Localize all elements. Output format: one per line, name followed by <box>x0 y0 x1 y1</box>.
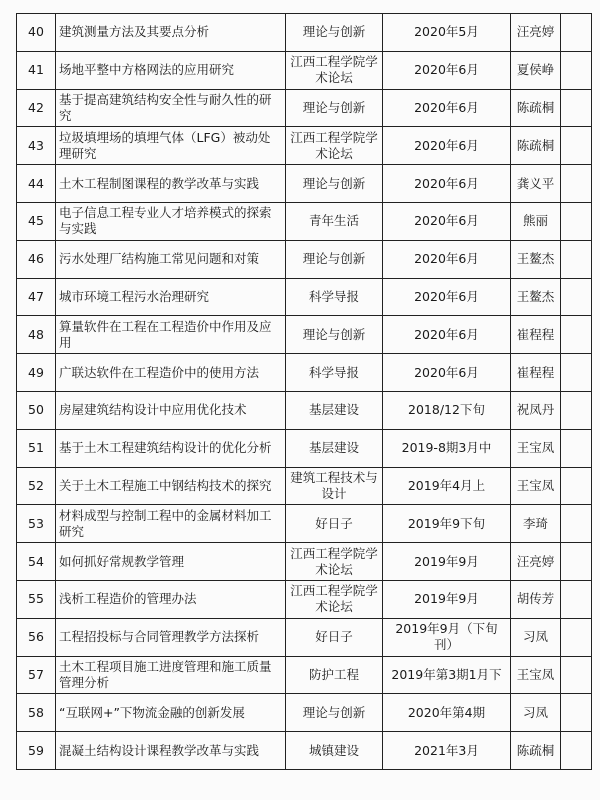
journal-name: 江西工程学院学术论坛 <box>286 580 383 618</box>
journal-name: 理论与创新 <box>286 316 383 354</box>
paper-title: 建筑测量方法及其要点分析 <box>56 14 286 52</box>
table-row <box>17 656 592 694</box>
author-name: 王宝凤 <box>511 429 561 467</box>
journal-name: 江西工程学院学术论坛 <box>286 543 383 581</box>
publication-table-body <box>17 14 592 770</box>
empty-cell <box>561 505 592 543</box>
paper-title: 材料成型与控制工程中的金属材料加工研究 <box>56 505 286 543</box>
journal-name: 理论与创新 <box>286 165 383 203</box>
row-number: 48 <box>17 316 56 354</box>
journal-name: 理论与创新 <box>286 694 383 732</box>
empty-cell <box>561 618 592 656</box>
publish-date: 2019年9月 <box>383 580 511 618</box>
table-row <box>17 429 592 467</box>
author-name: 陈疏桐 <box>511 732 561 770</box>
row-number: 43 <box>17 127 56 165</box>
table-row <box>17 354 592 392</box>
row-number: 54 <box>17 543 56 581</box>
journal-name: 江西工程学院学术论坛 <box>286 127 383 165</box>
empty-cell <box>561 202 592 240</box>
paper-title: 广联达软件在工程造价中的使用方法 <box>56 354 286 392</box>
paper-title: 土木工程项目施工进度管理和施工质量管理分析 <box>56 656 286 694</box>
author-name: 陈疏桐 <box>511 127 561 165</box>
publish-date: 2020年第4期 <box>383 694 511 732</box>
publish-date: 2020年6月 <box>383 278 511 316</box>
publish-date: 2020年6月 <box>383 89 511 127</box>
table-row <box>17 202 592 240</box>
table-row <box>17 127 592 165</box>
table-row <box>17 618 592 656</box>
author-name: 习凤 <box>511 694 561 732</box>
table-row <box>17 694 592 732</box>
publish-date: 2020年5月 <box>383 14 511 52</box>
table-row <box>17 732 592 770</box>
row-number: 50 <box>17 391 56 429</box>
empty-cell <box>561 543 592 581</box>
table-row <box>17 543 592 581</box>
empty-cell <box>561 354 592 392</box>
table-row <box>17 165 592 203</box>
publish-date: 2020年6月 <box>383 316 511 354</box>
journal-name: 青年生活 <box>286 202 383 240</box>
author-name: 崔程程 <box>511 354 561 392</box>
paper-title: 房屋建筑结构设计中应用优化技术 <box>56 391 286 429</box>
journal-name: 好日子 <box>286 505 383 543</box>
row-number: 41 <box>17 51 56 89</box>
author-name: 王宝凤 <box>511 467 561 505</box>
paper-title: 浅析工程造价的管理办法 <box>56 580 286 618</box>
table-row <box>17 467 592 505</box>
author-name: 崔程程 <box>511 316 561 354</box>
row-number: 57 <box>17 656 56 694</box>
paper-title: 关于土木工程施工中钢结构技术的探究 <box>56 467 286 505</box>
row-number: 58 <box>17 694 56 732</box>
publish-date: 2020年6月 <box>383 51 511 89</box>
paper-title: 垃圾填埋场的填埋气体（LFG）被动处理研究 <box>56 127 286 165</box>
row-number: 59 <box>17 732 56 770</box>
author-name: 王宝凤 <box>511 656 561 694</box>
row-number: 47 <box>17 278 56 316</box>
table-row <box>17 505 592 543</box>
table-row <box>17 278 592 316</box>
paper-title: 基于土木工程建筑结构设计的优化分析 <box>56 429 286 467</box>
author-name: 熊丽 <box>511 202 561 240</box>
journal-name: 建筑工程技术与设计 <box>286 467 383 505</box>
table-row <box>17 51 592 89</box>
empty-cell <box>561 391 592 429</box>
author-name: 王鳌杰 <box>511 278 561 316</box>
author-name: 习凤 <box>511 618 561 656</box>
empty-cell <box>561 240 592 278</box>
publish-date: 2019-8期3月中 <box>383 429 511 467</box>
paper-title: 污水处理厂结构施工常见问题和对策 <box>56 240 286 278</box>
empty-cell <box>561 51 592 89</box>
journal-name: 理论与创新 <box>286 14 383 52</box>
row-number: 49 <box>17 354 56 392</box>
row-number: 52 <box>17 467 56 505</box>
publish-date: 2020年6月 <box>383 354 511 392</box>
table-row <box>17 391 592 429</box>
journal-name: 理论与创新 <box>286 240 383 278</box>
author-name: 祝凤丹 <box>511 391 561 429</box>
paper-title: “互联网+”下物流金融的创新发展 <box>56 694 286 732</box>
empty-cell <box>561 14 592 52</box>
table-row <box>17 14 592 52</box>
empty-cell <box>561 127 592 165</box>
empty-cell <box>561 89 592 127</box>
publish-date: 2019年4月上 <box>383 467 511 505</box>
publication-table <box>16 13 592 770</box>
publish-date: 2020年6月 <box>383 240 511 278</box>
author-name: 王鳌杰 <box>511 240 561 278</box>
author-name: 汪亮婷 <box>511 14 561 52</box>
table-row <box>17 580 592 618</box>
author-name: 汪亮婷 <box>511 543 561 581</box>
journal-name: 江西工程学院学术论坛 <box>286 51 383 89</box>
empty-cell <box>561 165 592 203</box>
table-row <box>17 240 592 278</box>
publish-date: 2019年9下旬 <box>383 505 511 543</box>
journal-name: 防护工程 <box>286 656 383 694</box>
row-number: 53 <box>17 505 56 543</box>
journal-name: 科学导报 <box>286 354 383 392</box>
table-row <box>17 89 592 127</box>
empty-cell <box>561 429 592 467</box>
author-name: 陈疏桐 <box>511 89 561 127</box>
journal-name: 基层建设 <box>286 429 383 467</box>
empty-cell <box>561 656 592 694</box>
paper-title: 土木工程制图课程的教学改革与实践 <box>56 165 286 203</box>
row-number: 55 <box>17 580 56 618</box>
row-number: 51 <box>17 429 56 467</box>
publish-date: 2020年6月 <box>383 202 511 240</box>
empty-cell <box>561 278 592 316</box>
author-name: 夏侯峥 <box>511 51 561 89</box>
row-number: 45 <box>17 202 56 240</box>
journal-name: 基层建设 <box>286 391 383 429</box>
journal-name: 理论与创新 <box>286 89 383 127</box>
publish-date: 2020年6月 <box>383 127 511 165</box>
table-row <box>17 316 592 354</box>
publish-date: 2019年9月（下旬刊） <box>383 618 511 656</box>
journal-name: 城镇建设 <box>286 732 383 770</box>
row-number: 44 <box>17 165 56 203</box>
row-number: 40 <box>17 14 56 52</box>
empty-cell <box>561 316 592 354</box>
paper-title: 场地平整中方格网法的应用研究 <box>56 51 286 89</box>
author-name: 李琦 <box>511 505 561 543</box>
row-number: 56 <box>17 618 56 656</box>
publish-date: 2021年3月 <box>383 732 511 770</box>
author-name: 胡传芳 <box>511 580 561 618</box>
paper-title: 混凝土结构设计课程教学改革与实践 <box>56 732 286 770</box>
journal-name: 科学导报 <box>286 278 383 316</box>
paper-title: 工程招投标与合同管理教学方法探析 <box>56 618 286 656</box>
publish-date: 2019年9月 <box>383 543 511 581</box>
paper-title: 算量软件在工程在工程造价中作用及应用 <box>56 316 286 354</box>
row-number: 42 <box>17 89 56 127</box>
empty-cell <box>561 467 592 505</box>
publish-date: 2018/12下旬 <box>383 391 511 429</box>
empty-cell <box>561 732 592 770</box>
empty-cell <box>561 580 592 618</box>
publish-date: 2020年6月 <box>383 165 511 203</box>
paper-title: 如何抓好常规教学管理 <box>56 543 286 581</box>
publish-date: 2019年第3期1月下 <box>383 656 511 694</box>
author-name: 龚义平 <box>511 165 561 203</box>
paper-title: 基于提高建筑结构安全性与耐久性的研究 <box>56 89 286 127</box>
paper-title: 城市环境工程污水治理研究 <box>56 278 286 316</box>
empty-cell <box>561 694 592 732</box>
row-number: 46 <box>17 240 56 278</box>
paper-title: 电子信息工程专业人才培养模式的探索与实践 <box>56 202 286 240</box>
journal-name: 好日子 <box>286 618 383 656</box>
